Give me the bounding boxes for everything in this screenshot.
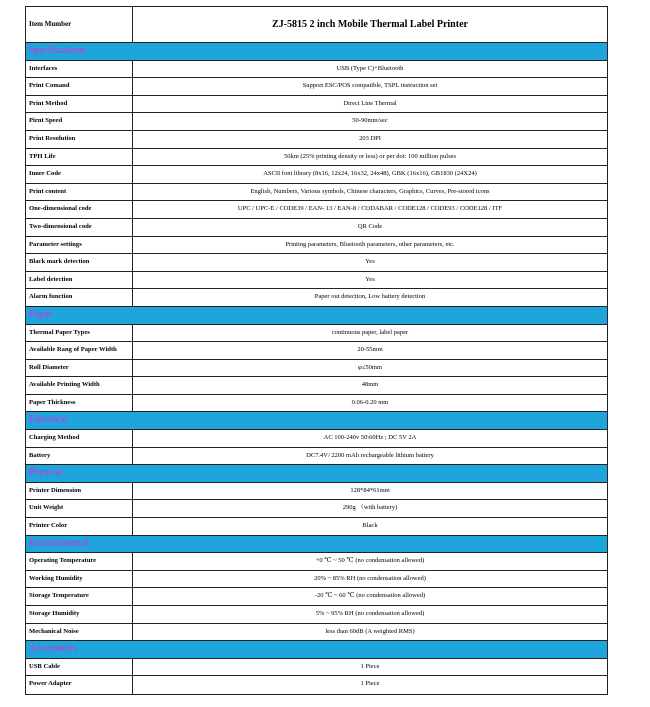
table-row [26, 342, 607, 360]
table-row [26, 96, 607, 114]
spec-value: φ≤50mm [358, 363, 382, 371]
spec-label: Mechanical Noise [26, 624, 133, 641]
spec-label: Print content [26, 184, 133, 201]
spec-label: Parameter settings [26, 237, 133, 254]
table-row [26, 289, 607, 307]
section-header-environmental: Environmental [26, 536, 607, 554]
spec-value: Support ESC/POS compatible, TSPL instruction set [302, 82, 438, 90]
spec-value: 290g （with battery) [342, 504, 398, 512]
spec-value: -20 ℃ ~ 60 ℃ (no condensation allowed) [314, 592, 426, 600]
spec-value: less than 60dB (A weighted RMS) [325, 627, 415, 635]
product-title: ZJ-5815 2 inch Mobile Thermal Label Printer [272, 19, 468, 30]
section-header-electrical: Electrical [26, 412, 607, 430]
table-row [26, 360, 607, 378]
spec-label: Printer Dimension [26, 483, 133, 500]
spec-label: Storage Temperature [26, 588, 133, 605]
section-header-specifications: Specifications [26, 43, 607, 61]
table-row [26, 201, 607, 219]
table-row [26, 113, 607, 131]
table-row [26, 254, 607, 272]
table-row [26, 219, 607, 237]
spec-value: continuous paper, label paper [331, 328, 409, 336]
spec-table [25, 6, 608, 695]
table-row [26, 166, 607, 184]
spec-value: Printing parameters, Bluetooth parameters, other parameters, etc. [285, 240, 455, 248]
spec-label: Inner Code [26, 166, 133, 183]
spec-label: Charging Method [26, 430, 133, 447]
spec-label: Power Adapter [26, 676, 133, 694]
section-header-accessories: Accessories [26, 641, 607, 659]
table-row [26, 571, 607, 589]
table-row [26, 518, 607, 536]
table-row [26, 325, 607, 343]
section-header-physical: Physical [26, 465, 607, 483]
table-row [26, 430, 607, 448]
spec-value: English, Numbers, Various symbols, Chinese characters, Graphics, Curves, Pre-stored icons [250, 187, 490, 195]
spec-value: Black [362, 522, 378, 530]
table-row [26, 272, 607, 290]
spec-label: One-dimensional code [26, 201, 133, 218]
spec-label: Battery [26, 448, 133, 465]
spec-value: +0 ℃ ~ 50 ℃ (no condensation allowed) [315, 557, 425, 565]
section-header-paper: Paper [26, 307, 607, 325]
spec-value: 0.06-0.20 mm [351, 398, 389, 406]
spec-label: Thermal Paper Types [26, 325, 133, 342]
spec-label: Operating Temperature [26, 553, 133, 570]
table-row [26, 676, 607, 694]
spec-value: 20% ~ 85% RH (no condensation allowed) [314, 574, 426, 582]
spec-label: Print Resolution [26, 131, 133, 148]
spec-label: Interfaces [26, 61, 133, 78]
sections [26, 43, 607, 694]
spec-label: Available Printing Width [26, 377, 133, 394]
table-row [26, 237, 607, 255]
header-label: Item Mumber [26, 7, 133, 42]
spec-value: 1 Piece [360, 662, 380, 670]
spec-value: USB (Type C)+Bluetooth [336, 64, 404, 72]
spec-value: 1 Piece [360, 680, 380, 688]
spec-value: QR Code [357, 222, 383, 230]
table-row [26, 131, 607, 149]
spec-label: Black mark detection [26, 254, 133, 271]
spec-value: Yes [365, 258, 375, 266]
table-header-row [26, 7, 607, 43]
spec-value: Paper out detection, Low battery detection [314, 293, 426, 301]
spec-label: Alarm function [26, 289, 133, 306]
spec-value: ASCII font library (8x16, 12x24, 16x32, 24x48), GBK (16x16), GB1830 (24X24) [263, 170, 477, 178]
table-row [26, 553, 607, 571]
table-row [26, 377, 607, 395]
spec-label: Two-dimensional code [26, 219, 133, 236]
table-row [26, 395, 607, 413]
table-row [26, 78, 607, 96]
table-row [26, 149, 607, 167]
spec-value: 50-90mm/sec [352, 117, 388, 125]
table-row [26, 448, 607, 466]
table-row [26, 500, 607, 518]
spec-value: UPC / UPC-E / CODE39 / EAN- 13 / EAN-8 / CODABAR / CODE128 / CODE93 / CODE128 / ITF [237, 205, 503, 213]
spec-label: TPH Life [26, 149, 133, 166]
table-row [26, 483, 607, 501]
spec-value: 20-55mm [357, 346, 383, 354]
table-row [26, 588, 607, 606]
spec-label: Print Comand [26, 78, 133, 95]
spec-label: Roll Diameter [26, 360, 133, 377]
spec-value: AC 100-240v 50\60Hz ; DC 5V 2A [323, 434, 417, 442]
table-row [26, 624, 607, 642]
spec-label: Pirnt Speed [26, 113, 133, 130]
spec-label: Print Method [26, 96, 133, 113]
spec-value: Yes [365, 275, 375, 283]
table-row [26, 61, 607, 79]
table-row [26, 606, 607, 624]
spec-value: DC7.4V/ 2200 mAh rechargeable lithium battery [306, 451, 434, 459]
spec-label: Unit Weight [26, 500, 133, 517]
spec-value: 50km (25% printing density or less) or per dot: 100 million pulses [283, 152, 457, 160]
spec-label: Available Rang of Paper Width [26, 342, 133, 359]
spec-label: Label detection [26, 272, 133, 289]
spec-value: 48mm [361, 381, 379, 389]
spec-label: Paper Thickness [26, 395, 133, 412]
spec-value: Direct Line Thermal [343, 99, 397, 107]
spec-label: USB Cable [26, 659, 133, 676]
table-row [26, 659, 607, 677]
spec-value: 128*84*61mm [350, 486, 390, 494]
table-row [26, 184, 607, 202]
spec-value: 203 DPI [359, 134, 381, 142]
spec-label: Printer Color [26, 518, 133, 535]
spec-value: 5% ~ 95% RH (no condensation allowed) [315, 610, 425, 617]
spec-label: Working Humidity [26, 571, 133, 588]
spec-label: Storage Humidity [26, 606, 133, 623]
